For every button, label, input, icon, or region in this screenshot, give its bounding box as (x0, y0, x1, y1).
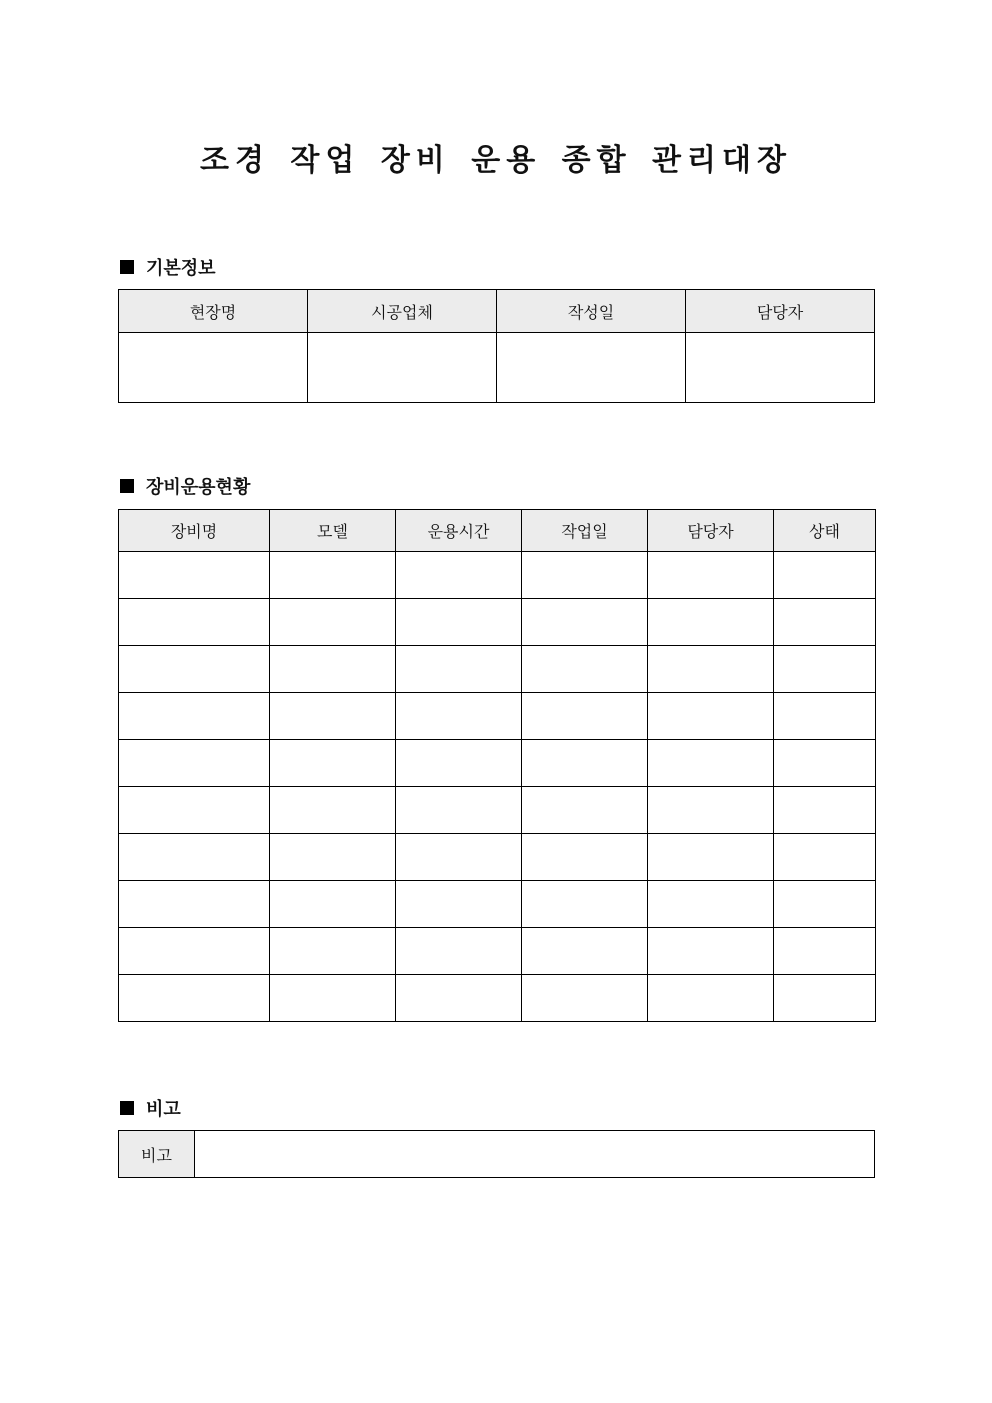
section-remarks (120, 1095, 181, 1121)
square-bullet-icon (120, 479, 134, 493)
table-cell[interactable] (648, 599, 774, 646)
square-bullet-icon (120, 1101, 134, 1115)
header-contractor: 시공업체 (308, 290, 497, 333)
table-cell[interactable] (270, 693, 396, 740)
table-cell[interactable] (522, 881, 648, 928)
table-cell[interactable] (774, 881, 876, 928)
date-field[interactable] (497, 333, 686, 403)
table-cell[interactable] (396, 740, 522, 787)
table-cell[interactable] (774, 928, 876, 975)
table-cell[interactable] (774, 975, 876, 1022)
table-row (119, 552, 876, 599)
section-label: 장비운용현황 (146, 477, 251, 498)
table-cell[interactable] (774, 693, 876, 740)
header-date: 작성일 (497, 290, 686, 333)
table-cell[interactable] (396, 646, 522, 693)
contractor-field[interactable] (308, 333, 497, 403)
table-cell[interactable] (119, 881, 270, 928)
site-field[interactable] (119, 333, 308, 403)
table-cell[interactable] (522, 834, 648, 881)
section-label: 기본정보 (146, 258, 216, 279)
table-cell[interactable] (119, 834, 270, 881)
table-cell[interactable] (396, 928, 522, 975)
header-status: 상태 (774, 510, 876, 552)
table-cell[interactable] (522, 646, 648, 693)
equipment-table (118, 509, 876, 1022)
table-cell[interactable] (648, 787, 774, 834)
table-cell[interactable] (119, 693, 270, 740)
table-cell[interactable] (396, 975, 522, 1022)
table-cell[interactable] (119, 599, 270, 646)
table-row (119, 881, 876, 928)
table-cell[interactable] (774, 834, 876, 881)
table-cell[interactable] (396, 881, 522, 928)
table-row (119, 646, 876, 693)
header-equipment: 장비명 (119, 510, 270, 552)
table-cell[interactable] (396, 599, 522, 646)
table-cell[interactable] (522, 928, 648, 975)
table-cell[interactable] (119, 975, 270, 1022)
header-site: 현장명 (119, 290, 308, 333)
table-cell[interactable] (270, 975, 396, 1022)
table-cell[interactable] (522, 740, 648, 787)
table-row (119, 740, 876, 787)
table-cell[interactable] (648, 975, 774, 1022)
table-cell[interactable] (119, 928, 270, 975)
table-cell[interactable] (396, 552, 522, 599)
table-cell[interactable] (119, 646, 270, 693)
table-cell[interactable] (648, 740, 774, 787)
table-cell[interactable] (396, 834, 522, 881)
table-cell[interactable] (522, 693, 648, 740)
table-cell[interactable] (270, 646, 396, 693)
table-cell[interactable] (648, 928, 774, 975)
table-row (119, 975, 876, 1022)
table-cell[interactable] (119, 787, 270, 834)
remarks-field[interactable] (195, 1131, 875, 1178)
table-cell[interactable] (774, 787, 876, 834)
table-cell[interactable] (270, 599, 396, 646)
table-cell[interactable] (270, 787, 396, 834)
table-row (119, 834, 876, 881)
basic-info-table (118, 289, 875, 403)
table-cell[interactable] (774, 552, 876, 599)
section-label: 비고 (146, 1099, 181, 1120)
remarks-label: 비고 (119, 1131, 195, 1178)
header-manager: 담당자 (686, 290, 875, 333)
table-cell[interactable] (774, 740, 876, 787)
table-cell[interactable] (648, 646, 774, 693)
table-cell[interactable] (648, 552, 774, 599)
header-hours: 운용시간 (396, 510, 522, 552)
section-basic-info (120, 254, 216, 280)
table-cell[interactable] (522, 787, 648, 834)
table-row (119, 928, 876, 975)
table-cell[interactable] (270, 834, 396, 881)
table-cell[interactable] (648, 881, 774, 928)
table-cell[interactable] (119, 740, 270, 787)
section-equipment (120, 473, 250, 499)
table-cell[interactable] (774, 599, 876, 646)
table-cell[interactable] (396, 693, 522, 740)
table-cell[interactable] (270, 552, 396, 599)
square-bullet-icon (120, 260, 134, 274)
manager-field[interactable] (686, 333, 875, 403)
remarks-table (118, 1130, 875, 1178)
header-model: 모델 (270, 510, 396, 552)
table-cell[interactable] (270, 928, 396, 975)
table-row (119, 599, 876, 646)
table-cell[interactable] (648, 693, 774, 740)
table-cell[interactable] (774, 646, 876, 693)
header-manager: 담당자 (648, 510, 774, 552)
table-row (119, 693, 876, 740)
header-workdate: 작업일 (522, 510, 648, 552)
table-row (119, 787, 876, 834)
table-cell[interactable] (648, 834, 774, 881)
page-title: 조경 작업 장비 운용 종합 관리대장 (200, 143, 792, 178)
table-cell[interactable] (522, 975, 648, 1022)
table-cell[interactable] (396, 787, 522, 834)
table-cell[interactable] (522, 599, 648, 646)
table-cell[interactable] (119, 552, 270, 599)
table-cell[interactable] (522, 552, 648, 599)
table-cell[interactable] (270, 740, 396, 787)
table-cell[interactable] (270, 881, 396, 928)
